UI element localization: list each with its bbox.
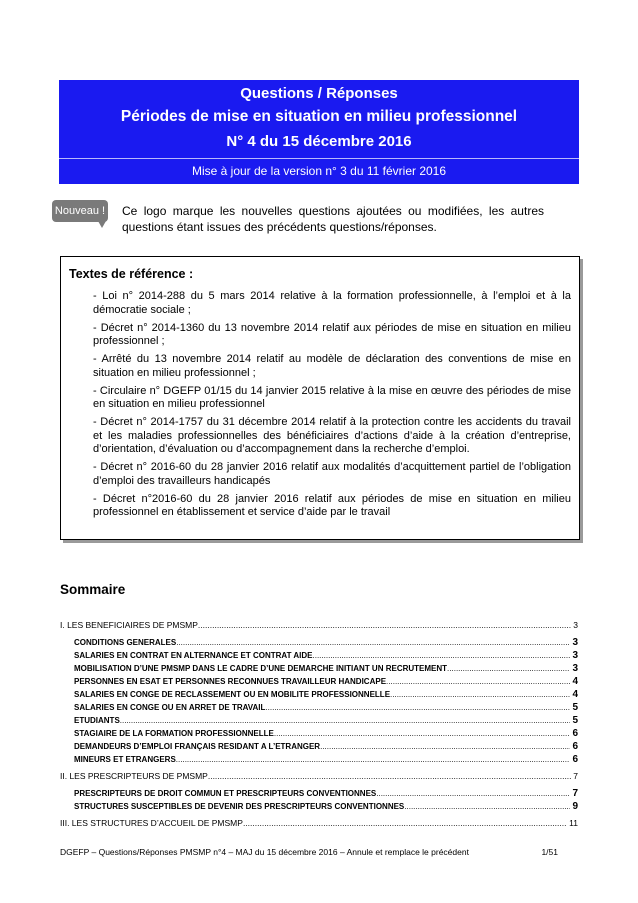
banner-number-date: N° 4 du 15 décembre 2016	[226, 133, 412, 150]
toc-entry-page: 5	[572, 715, 578, 726]
toc-entry-title: SALARIES EN CONGE OU EN ARRET DE TRAVAIL	[74, 703, 266, 712]
toc-entry-page: 7	[572, 788, 578, 799]
toc-entry[interactable]	[74, 754, 578, 767]
reference-item: - Circulaire n° DGEFP 01/15 du 14 janvier 2015 relative à la mise en œuvre des périodes de mise en situation en milieu professionnel	[93, 384, 571, 410]
banner-update-note: Mise à jour de la version n° 3 du 11 février 2016	[191, 164, 447, 178]
toc-leader	[176, 638, 570, 647]
toc-entry[interactable]	[74, 715, 578, 728]
toc-entry[interactable]	[74, 728, 578, 741]
toc-entry[interactable]	[74, 689, 578, 702]
toc-entry-page: 4	[572, 676, 578, 687]
toc-entry[interactable]	[74, 676, 578, 689]
toc-entry-page: 9	[572, 801, 578, 812]
toc-leader	[386, 677, 570, 686]
page-footer	[60, 847, 580, 857]
toc-entry-page: 3	[572, 663, 578, 674]
toc-entry-page: 7	[573, 771, 578, 781]
toc-entry[interactable]	[74, 741, 578, 754]
toc-entry-page: 4	[572, 689, 578, 700]
toc-entry-title: DEMANDEURS D’EMPLOI FRANÇAIS RESIDANT A L’ETRANGER	[74, 742, 321, 751]
toc-entry-page: 5	[572, 702, 578, 713]
toc-leader	[198, 620, 571, 630]
toc-entry-page: 11	[569, 818, 578, 828]
toc-entry-title: PERSONNES EN ESAT ET PERSONNES RECONNUES TRAVAILLEUR HANDICAPE	[74, 677, 387, 686]
nouveau-explanation: Ce logo marque les nouvelles questions ajoutées ou modifiées, les autres questions étant issues des précédents questions/réponses.	[122, 204, 544, 234]
toc-entry-page: 6	[572, 741, 578, 752]
toc-entry[interactable]	[60, 771, 578, 784]
banner-divider	[59, 158, 579, 159]
footer-page-number: 1/51	[541, 847, 558, 857]
toc-entry-title: ETUDIANTS	[74, 716, 120, 725]
banner-subtitle: Périodes de mise en situation en milieu professionnel	[120, 108, 518, 125]
nouveau-badge: Nouveau !	[52, 200, 108, 222]
toc-entry-title: PRESCRIPTEURS DE DROIT COMMUN ET PRESCRIPTEURS CONVENTIONNES	[74, 789, 377, 798]
toc-leader	[265, 703, 570, 712]
title-banner	[59, 80, 579, 184]
sommaire-heading: Sommaire	[60, 582, 126, 597]
nouveau-badge-pointer	[98, 221, 106, 228]
reference-texts-list	[93, 290, 571, 524]
toc-entry-title: I. LES BENEFICIAIRES DE PMSMP	[60, 620, 198, 630]
toc-entry[interactable]	[74, 788, 578, 801]
reference-item: - Loi n° 2014-288 du 5 mars 2014 relative à la formation professionnelle, à l’emploi et à la démocratie sociale ;	[93, 290, 571, 316]
toc-entry[interactable]	[74, 637, 578, 650]
toc-entry-page: 3	[573, 620, 578, 630]
toc-leader	[208, 771, 571, 781]
toc-entry-page: 3	[572, 637, 578, 648]
toc-entry[interactable]	[60, 620, 578, 633]
toc-leader	[313, 651, 571, 660]
toc-entry-title: II. LES PRESCRIPTEURS DE PMSMP	[60, 771, 208, 781]
reference-texts-box	[60, 256, 580, 540]
toc-entry[interactable]	[74, 702, 578, 715]
toc-leader	[176, 755, 571, 764]
toc-entry-title: STAGIAIRE DE LA FORMATION PROFESSIONNELLE	[74, 729, 274, 738]
toc-leader	[243, 818, 567, 828]
toc-entry-page: 3	[572, 650, 578, 661]
toc-leader	[376, 789, 570, 798]
reference-item: - Décret n° 2016-60 du 28 janvier 2016 relatif aux modalités d’acquittement partiel de l’obligation d’emploi des travailleurs handicapés	[93, 461, 571, 487]
toc-entry[interactable]	[74, 801, 578, 814]
toc-leader	[390, 690, 570, 699]
toc-entry[interactable]	[60, 818, 578, 831]
toc-leader	[274, 729, 571, 738]
toc-entry-title: STRUCTURES SUSCEPTIBLES DE DEVENIR DES PRESCRIPTEURS CONVENTIONNES	[74, 802, 405, 811]
toc-entry-page: 6	[572, 754, 578, 765]
footer-text: DGEFP – Questions/Réponses PMSMP n°4 – MAJ du 15 décembre 2016 – Annule et remplace le précédent	[60, 847, 469, 857]
toc-entry-title: III. LES STRUCTURES D’ACCUEIL DE PMSMP	[60, 818, 243, 828]
toc-entry-title: MOBILISATION D’UNE PMSMP DANS LE CADRE D’UNE DEMARCHE INITIANT UN RECRUTEMENT	[74, 664, 448, 673]
toc-leader	[404, 802, 570, 811]
toc-leader	[120, 716, 571, 725]
reference-item: - Décret n° 2014-1360 du 13 novembre 2014 relatif aux périodes de mise en situation en milieu professionnel ;	[93, 321, 571, 347]
toc-entry[interactable]	[74, 663, 578, 676]
reference-texts-title: Textes de référence :	[69, 267, 194, 281]
toc-entry[interactable]	[74, 650, 578, 663]
toc-entry-title: CONDITIONS GENERALES	[74, 638, 177, 647]
toc-entry-title: MINEURS ET ETRANGERS	[74, 755, 176, 764]
toc-leader	[447, 664, 570, 673]
reference-item: - Arrêté du 13 novembre 2014 relatif au modèle de déclaration des conventions de mise en situation en milieu professionnel ;	[93, 353, 571, 379]
toc-entry-title: SALARIES EN CONGE DE RECLASSEMENT OU EN MOBILITE PROFESSIONNELLE	[74, 690, 391, 699]
reference-item: - Décret n°2016-60 du 28 janvier 2016 relatif aux périodes de mise en situation en milieu professionnel en établissement et service d’aide par le travail	[93, 492, 571, 518]
banner-title: Questions / Réponses	[240, 85, 398, 102]
toc-entry-page: 6	[572, 728, 578, 739]
toc-leader	[320, 742, 570, 751]
toc-entry-title: SALARIES EN CONTRAT EN ALTERNANCE ET CONTRAT AIDE	[74, 651, 313, 660]
reference-item: - Décret n° 2014-1757 du 31 décembre 2014 relatif à la protection contre les accidents du travail et les maladies professionnelles des bénéficiaires d’actions d’aide à la création d’entreprise, d’orientation, d’évaluation ou d’accompagnement dans la recherche d’emploi.	[93, 416, 571, 455]
